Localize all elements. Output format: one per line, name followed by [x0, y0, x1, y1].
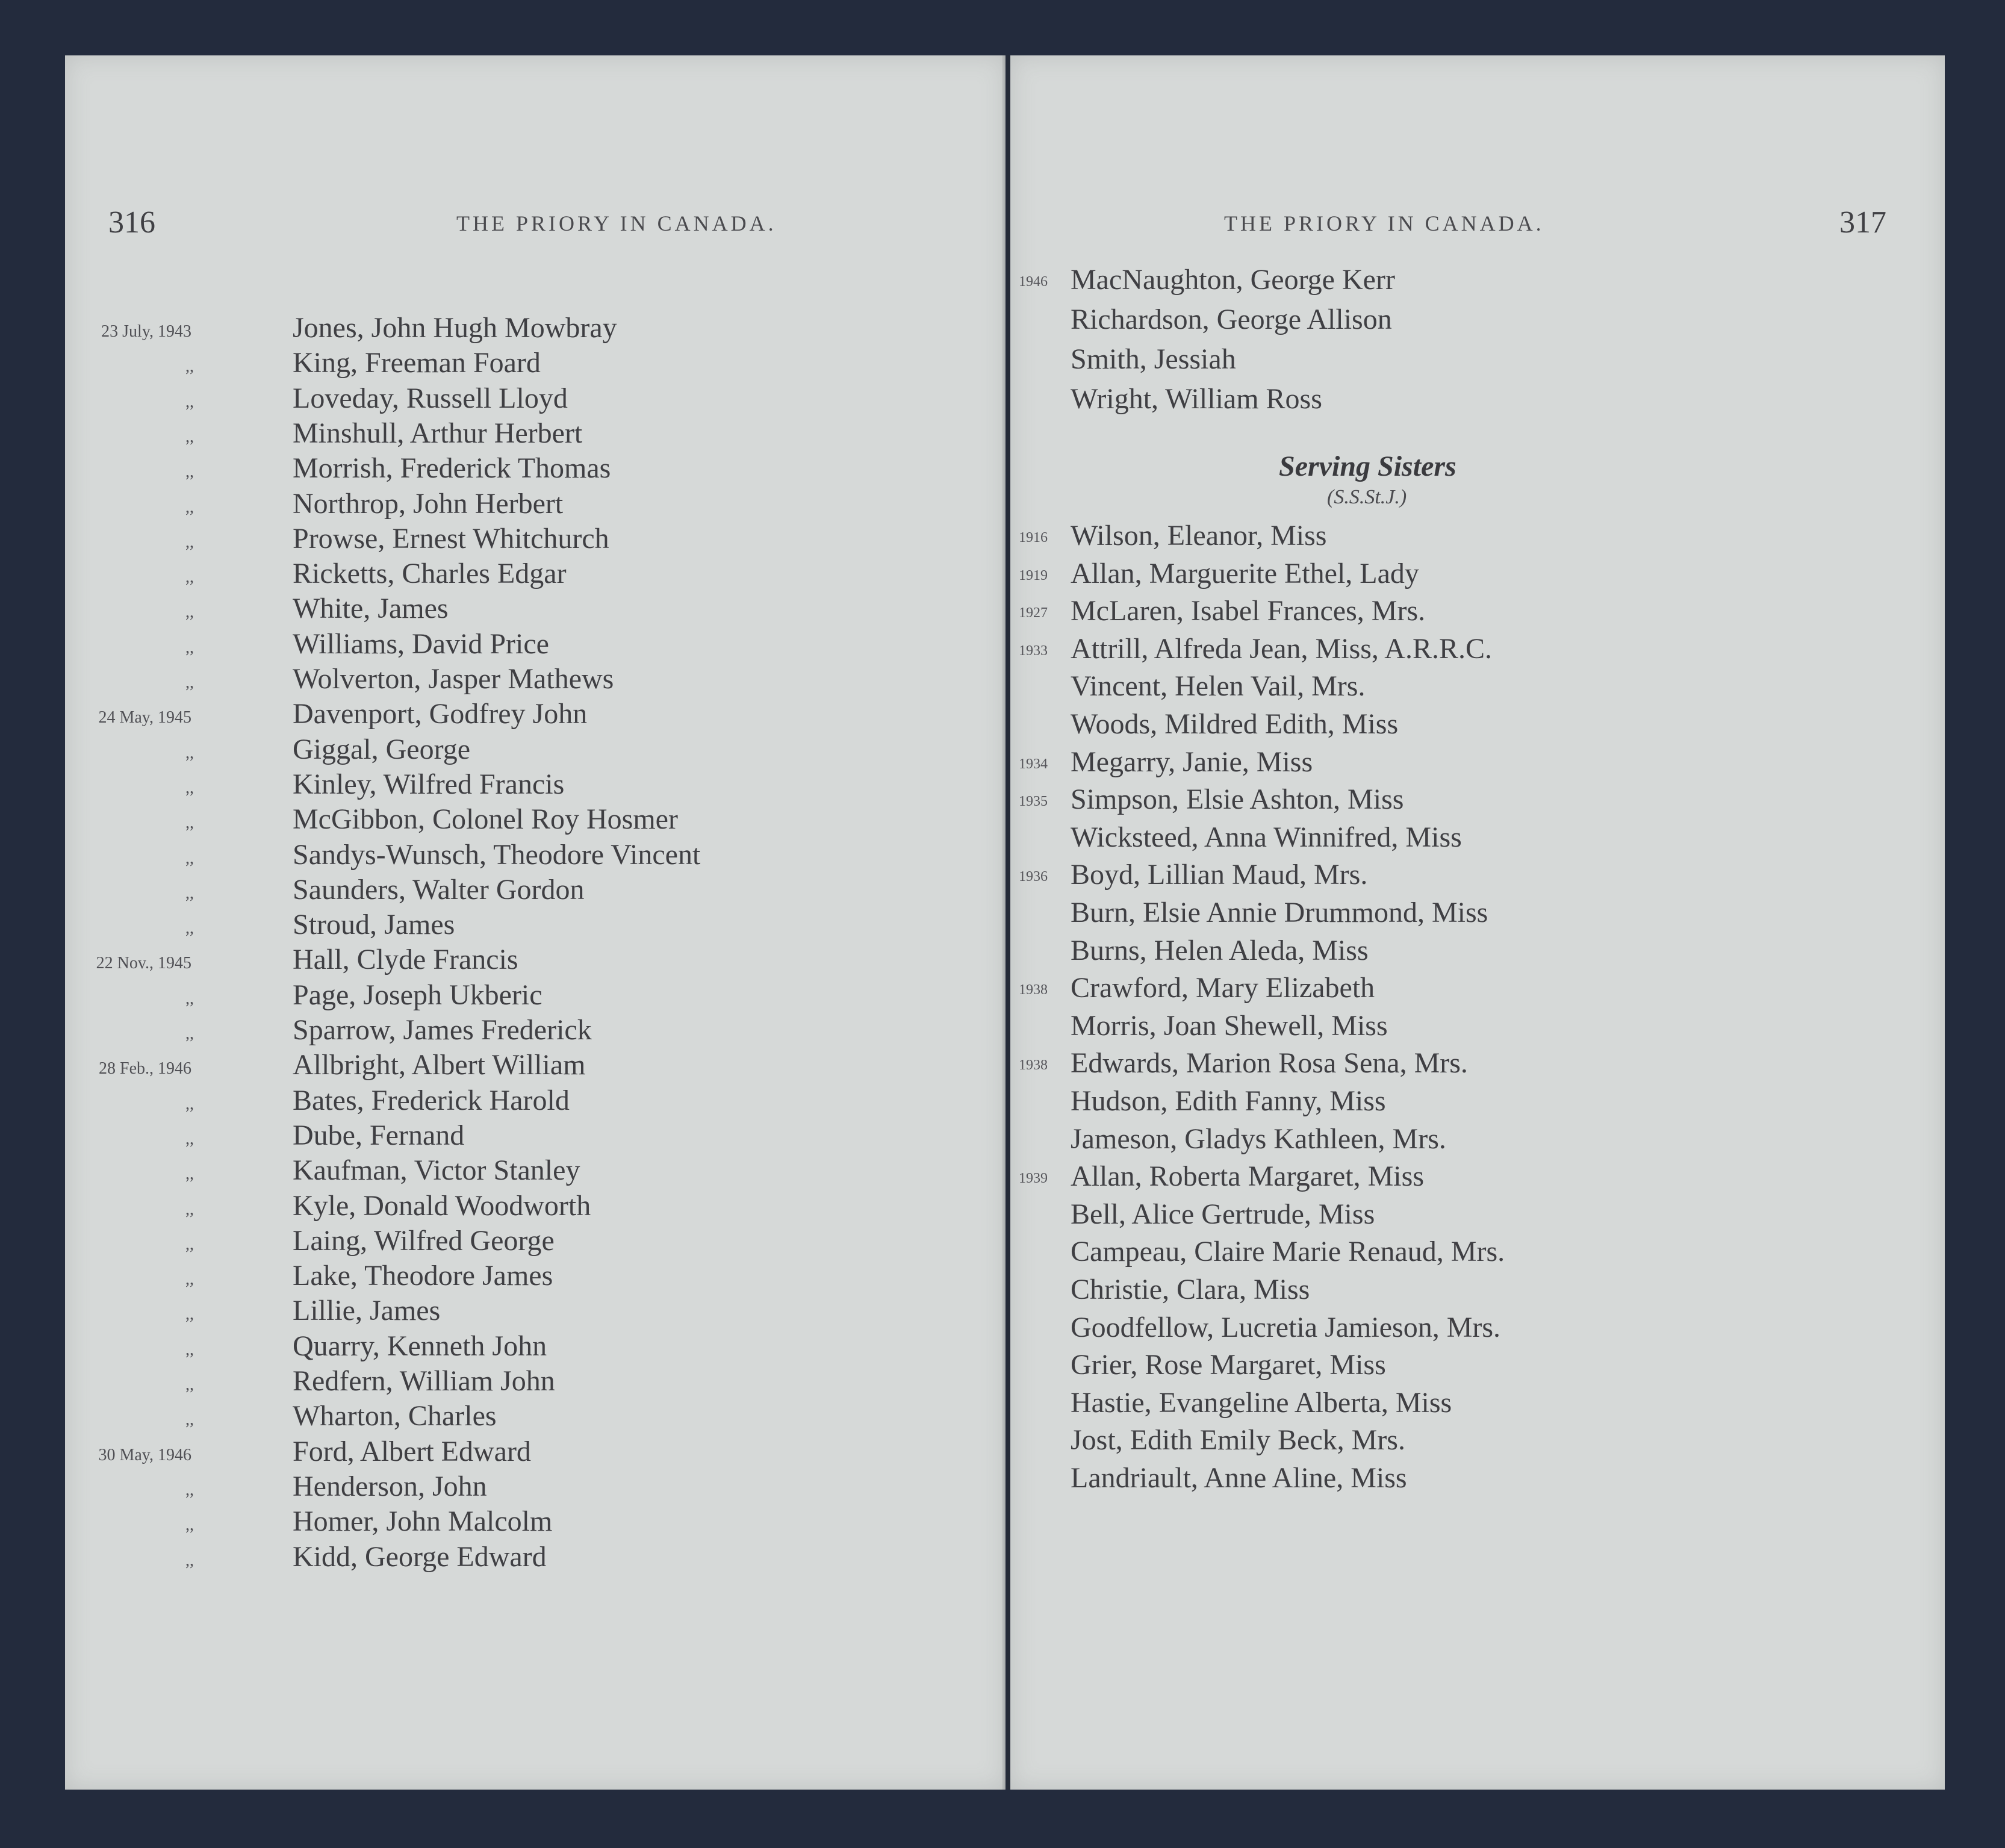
- ditto-mark: ,,: [185, 1200, 194, 1219]
- entry-name: Lake, Theodore James: [293, 1260, 553, 1292]
- ditto-mark: ,,: [185, 568, 194, 586]
- entry-name: Laing, Wilfred George: [293, 1225, 555, 1257]
- ditto-mark: ,,: [185, 357, 194, 376]
- ditto-mark: ,,: [185, 462, 194, 481]
- ditto-mark: ,,: [185, 1340, 194, 1359]
- section-subtitle: (S.S.St.J.): [1327, 486, 1407, 508]
- entry-name: Bell, Alice Gertrude, Miss: [1071, 1198, 1375, 1230]
- ditto-mark: ,,: [185, 498, 194, 517]
- entry-name: Wright, William Ross: [1071, 383, 1322, 415]
- entry-name: Morris, Joan Shewell, Miss: [1071, 1010, 1388, 1042]
- entry-name: Loveday, Russell Lloyd: [293, 382, 568, 414]
- page-number-right: 317: [1839, 205, 1886, 240]
- ditto-mark: ,,: [185, 428, 194, 446]
- entry-year: 1919: [1019, 568, 1048, 583]
- ditto-mark: ,,: [185, 744, 194, 762]
- entry-name: Smith, Jessiah: [1071, 343, 1236, 375]
- entry-name: MacNaughton, George Kerr: [1071, 264, 1395, 296]
- entry-name: Williams, David Price: [293, 628, 549, 660]
- entry-name: McLaren, Isabel Frances, Mrs.: [1071, 595, 1426, 627]
- entry-name: Richardson, George Allison: [1071, 303, 1392, 335]
- running-head-right: THE PRIORY IN CANADA.: [1224, 211, 1544, 235]
- entry-name: Davenport, Godfrey John: [293, 698, 588, 730]
- ditto-mark: ,,: [185, 1551, 194, 1570]
- ditto-mark: ,,: [185, 1165, 194, 1183]
- entry-year: 1935: [1019, 794, 1048, 809]
- entry-name: McGibbon, Colonel Roy Hosmer: [293, 803, 678, 835]
- entry-name: Stroud, James: [293, 909, 455, 941]
- entry-name: Vincent, Helen Vail, Mrs.: [1071, 670, 1366, 702]
- entry-name: Allbright, Albert William: [293, 1049, 586, 1081]
- entry-name: Wolverton, Jasper Mathews: [293, 663, 614, 695]
- ditto-mark: ,,: [185, 1481, 194, 1499]
- entry-name: Hastie, Evangeline Alberta, Miss: [1071, 1387, 1452, 1419]
- entry-year: 1939: [1019, 1171, 1048, 1186]
- entry-name: Hall, Clyde Francis: [293, 944, 518, 975]
- entry-year: 1927: [1019, 605, 1048, 621]
- running-head-left: THE PRIORY IN CANADA.: [456, 211, 777, 235]
- entry-name: Redfern, William John: [293, 1365, 555, 1397]
- entry-name: Campeau, Claire Marie Renaud, Mrs.: [1071, 1236, 1505, 1268]
- entry-name: Landriault, Anne Aline, Miss: [1071, 1462, 1407, 1494]
- entry-name: Sparrow, James Frederick: [293, 1014, 592, 1046]
- entry-name: Simpson, Elsie Ashton, Miss: [1071, 783, 1404, 815]
- entry-name: Henderson, John: [293, 1470, 487, 1502]
- ditto-mark: ,,: [185, 603, 194, 621]
- entry-year: 1938: [1019, 982, 1048, 998]
- entry-year: 1946: [1019, 274, 1048, 290]
- entry-name: Homer, John Malcolm: [293, 1505, 553, 1537]
- entry-name: Wicksteed, Anna Winnifred, Miss: [1071, 821, 1462, 853]
- ditto-mark: ,,: [185, 849, 194, 868]
- entry-name: Wilson, Eleanor, Miss: [1071, 520, 1327, 552]
- ditto-mark: ,,: [185, 1410, 194, 1429]
- entry-name: Giggal, George: [293, 733, 471, 765]
- entry-year: 1936: [1019, 869, 1048, 885]
- entry-name: Kidd, George Edward: [293, 1541, 547, 1573]
- entry-name: Kaufman, Victor Stanley: [293, 1154, 580, 1186]
- entry-name: Woods, Mildred Edith, Miss: [1071, 708, 1399, 740]
- entry-name: Hudson, Edith Fanny, Miss: [1071, 1085, 1386, 1117]
- section-title: Serving Sisters: [1279, 450, 1456, 482]
- entry-name: Sandys-Wunsch, Theodore Vincent: [293, 839, 701, 871]
- entry-name: Jones, John Hugh Mowbray: [293, 312, 617, 344]
- entry-name: Minshull, Arthur Herbert: [293, 417, 583, 449]
- entry-name: Page, Joseph Ukberic: [293, 979, 542, 1011]
- ditto-mark: ,,: [185, 919, 194, 938]
- ditto-mark: ,,: [185, 1270, 194, 1289]
- entry-name: Northrop, John Herbert: [293, 488, 564, 520]
- ditto-mark: ,,: [185, 989, 194, 1008]
- entry-name: Bates, Frederick Harold: [293, 1084, 570, 1116]
- entry-name: Morrish, Frederick Thomas: [293, 452, 611, 484]
- entry-date: 30 May, 1946: [98, 1446, 191, 1464]
- entry-date: 23 July, 1943: [101, 322, 191, 341]
- ditto-mark: ,,: [185, 673, 194, 692]
- entry-name: Kyle, Donald Woodworth: [293, 1190, 591, 1222]
- entry-name: Burn, Elsie Annie Drummond, Miss: [1071, 897, 1488, 929]
- entry-name: Jameson, Gladys Kathleen, Mrs.: [1071, 1123, 1446, 1155]
- entry-date: 28 Feb., 1946: [99, 1059, 191, 1078]
- entry-name: Kinley, Wilfred Francis: [293, 768, 565, 800]
- entry-name: Attrill, Alfreda Jean, Miss, A.R.R.C.: [1071, 633, 1492, 665]
- ditto-mark: ,,: [185, 1024, 194, 1043]
- entry-name: Grier, Rose Margaret, Miss: [1071, 1349, 1386, 1381]
- ditto-mark: ,,: [185, 1516, 194, 1534]
- left-page: [65, 55, 1006, 1790]
- entry-name: Goodfellow, Lucretia Jamieson, Mrs.: [1071, 1311, 1501, 1343]
- entry-year: 1933: [1019, 643, 1048, 659]
- entry-name: Lillie, James: [293, 1295, 441, 1327]
- entry-name: King, Freeman Foard: [293, 347, 541, 379]
- ditto-mark: ,,: [185, 814, 194, 832]
- entry-name: Ricketts, Charles Edgar: [293, 558, 567, 590]
- entry-name: Crawford, Mary Elizabeth: [1071, 972, 1375, 1004]
- ditto-mark: ,,: [185, 533, 194, 552]
- page-number-left: 316: [108, 205, 155, 240]
- entry-year: 1938: [1019, 1057, 1048, 1073]
- ditto-mark: ,,: [185, 393, 194, 411]
- entry-name: Ford, Albert Edward: [293, 1436, 531, 1467]
- ditto-mark: ,,: [185, 1130, 194, 1148]
- ditto-mark: ,,: [185, 638, 194, 657]
- entry-name: Allan, Marguerite Ethel, Lady: [1071, 558, 1419, 590]
- ditto-mark: ,,: [185, 1235, 194, 1254]
- entry-name: Allan, Roberta Margaret, Miss: [1071, 1160, 1424, 1192]
- entry-name: Christie, Clara, Miss: [1071, 1274, 1310, 1305]
- entry-name: Megarry, Janie, Miss: [1071, 746, 1313, 778]
- ditto-mark: ,,: [185, 1375, 194, 1394]
- entry-name: Prowse, Ernest Whitchurch: [293, 523, 609, 555]
- entry-name: Jost, Edith Emily Beck, Mrs.: [1071, 1424, 1405, 1456]
- entry-year: 1934: [1019, 756, 1048, 772]
- ditto-mark: ,,: [185, 779, 194, 797]
- entry-name: White, James: [293, 593, 449, 624]
- entry-name: Boyd, Lillian Maud, Mrs.: [1071, 859, 1368, 891]
- entry-name: Wharton, Charles: [293, 1400, 497, 1432]
- entry-name: Edwards, Marion Rosa Sena, Mrs.: [1071, 1047, 1468, 1079]
- ditto-mark: ,,: [185, 884, 194, 903]
- entry-name: Quarry, Kenneth John: [293, 1330, 547, 1362]
- entry-date: 24 May, 1945: [98, 708, 191, 727]
- ditto-mark: ,,: [185, 1305, 194, 1324]
- entry-name: Burns, Helen Aleda, Miss: [1071, 935, 1369, 966]
- ditto-mark: ,,: [185, 1095, 194, 1113]
- entry-name: Dube, Fernand: [293, 1119, 465, 1151]
- entry-name: Saunders, Walter Gordon: [293, 874, 585, 906]
- right-page: [1010, 55, 1945, 1790]
- entry-date: 22 Nov., 1945: [96, 954, 191, 972]
- entry-year: 1916: [1019, 530, 1048, 546]
